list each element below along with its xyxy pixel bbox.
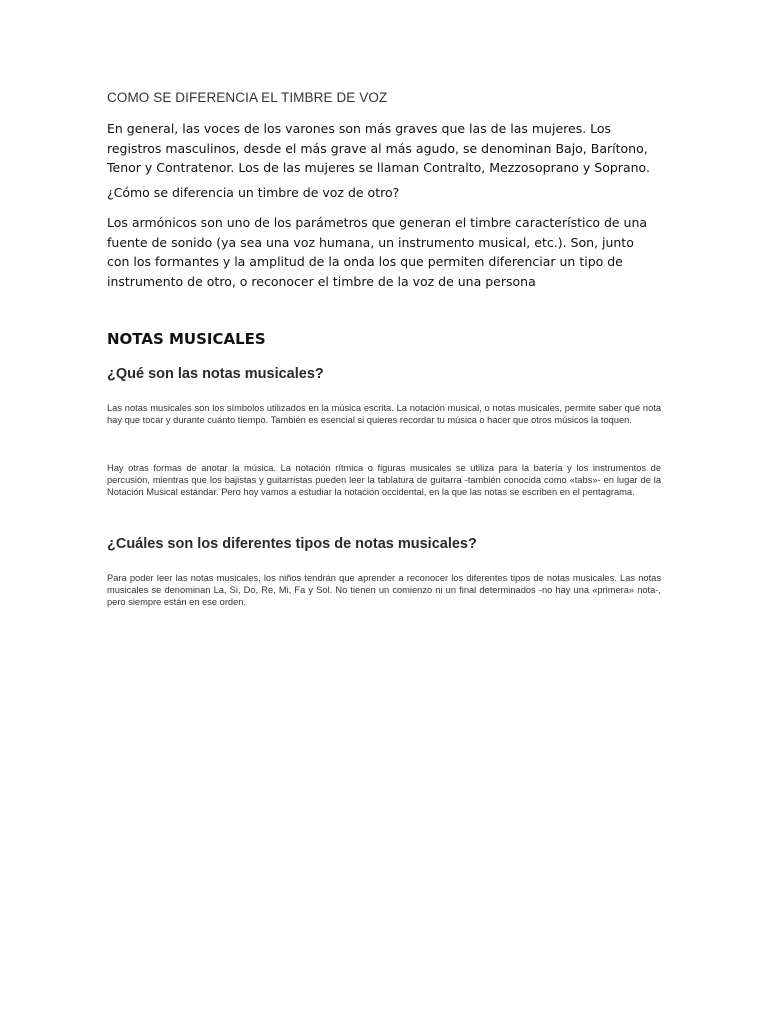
timbre-question: ¿Cómo se diferencia un timbre de voz de otro?: [107, 185, 400, 200]
document-title: COMO SE DIFERENCIA EL TIMBRE DE VOZ: [107, 90, 388, 105]
notes-definition-paragraph: Las notas musicales son los símbolos utilizados en la música escrita. La notación musical, o notas musicales, permite saber qué nota hay que tocar y durante cuánto tiempo. También es esencial si quieres recordar tu música o hacer que otros músicos la toquen.: [107, 403, 661, 425]
what-are-notes-subheading: ¿Qué son las notas musicales?: [107, 366, 324, 382]
voice-registers-paragraph: En general, las voces de los varones son más graves que las de las mujeres. Los registros masculinos, desde el más grave al más agudo, se denominan Bajo, Barítono, Tenor y Contratenor. Los de las mujeres se llaman Contralto, Mezzosoprano y Soprano.: [107, 121, 650, 175]
notation-forms-paragraph: Hay otras formas de anotar la música. La notación rítmica o figuras musicales se utiliza para la batería y los instrumentos de percusión, mientras que los bajistas y guitarristas pueden leer la tablatura de guitarra -también conocida como «tabs»- en lugar de la Notación Musical estándar. Pero hoy vamos a estudiar la notación occidental, en la que las notas se escriben en el pentagrama.: [107, 463, 661, 497]
note-names-paragraph: Para poder leer las notas musicales, los niños tendrán que aprender a reconocer los diferentes tipos de notas musicales. Las notas musicales se denominan La, Si, Do, Re, Mi, Fa y Sol. No tienen un comienzo ni un final determinados -no hay una «primera» nota-, pero siempre están en ese orden.: [107, 573, 661, 607]
notas-musicales-heading: NOTAS MUSICALES: [107, 330, 266, 348]
harmonics-paragraph: Los armónicos son uno de los parámetros que generan el timbre característico de una fuente de sonido (ya sea una voz humana, un instrumento musical, etc.). Son, junto con los formantes y la amplitud de la onda los que permiten diferenciar un tipo de instrumento de otro, o reconocer el timbre de la voz de una persona: [107, 215, 648, 289]
note-types-subheading: ¿Cuáles son los diferentes tipos de notas musicales?: [107, 536, 477, 552]
